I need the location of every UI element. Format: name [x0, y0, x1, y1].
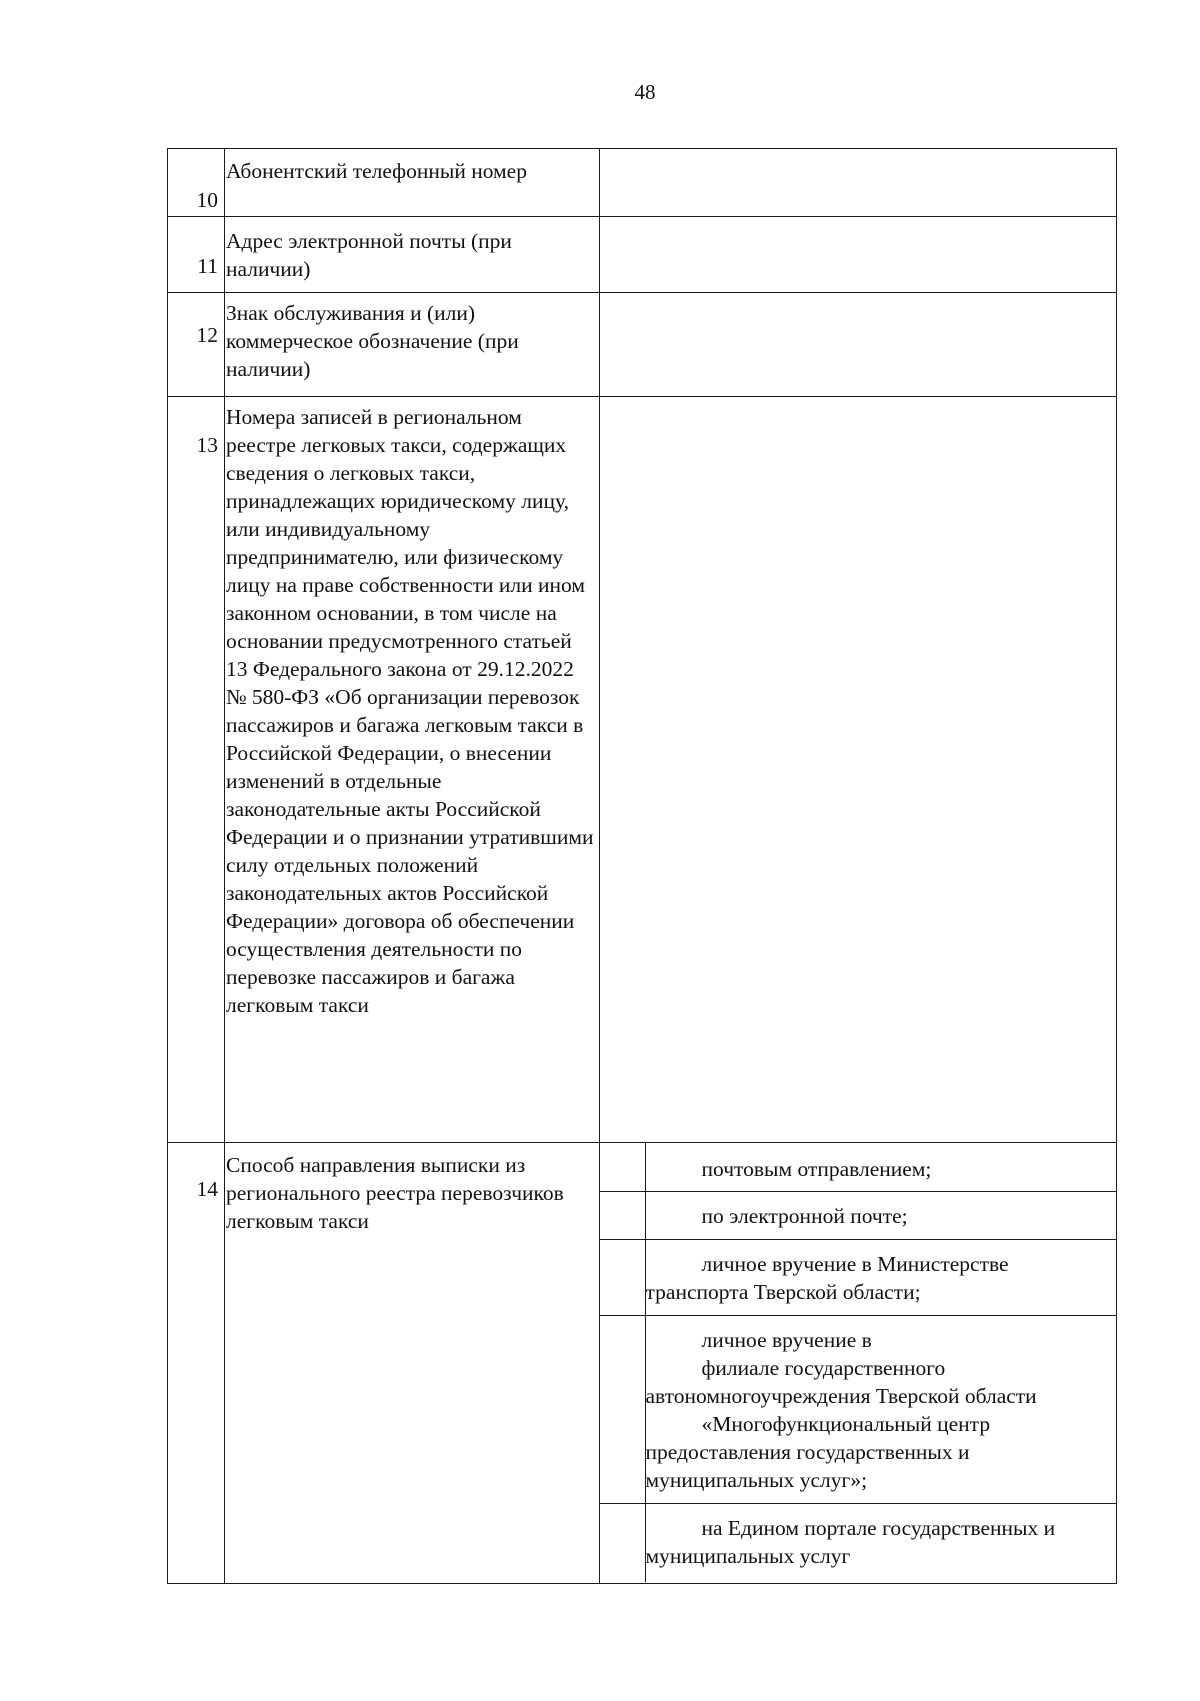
delivery-options-cell — [600, 1143, 1117, 1584]
delivery-option-checkbox[interactable] — [600, 1143, 645, 1191]
form-row-13 — [168, 397, 1117, 1143]
row-number: 12 — [168, 293, 225, 397]
row-label-email: Адрес электронной почты (при наличии) — [225, 217, 600, 293]
row-label-trademark: Знак обслуживания и (или) коммерческое обозначение (при наличии) — [225, 293, 600, 397]
delivery-option-post — [600, 1143, 1116, 1191]
form-row-14 — [168, 1143, 1117, 1584]
form-row-12 — [168, 293, 1117, 397]
row-number: 14 — [168, 1143, 225, 1584]
delivery-option-checkbox[interactable] — [600, 1191, 645, 1239]
row-number: 11 — [168, 217, 225, 293]
delivery-option-gosuslugi — [600, 1503, 1116, 1582]
page-number: 48 — [634, 80, 656, 104]
delivery-option-ministry — [600, 1239, 1116, 1315]
delivery-option-checkbox[interactable] — [600, 1503, 645, 1582]
row-label-delivery-method: Способ направления выписки из регионального реестра перевозчиков легковым такси — [225, 1143, 600, 1584]
delivery-option-checkbox[interactable] — [600, 1315, 645, 1503]
delivery-option-checkbox[interactable] — [600, 1239, 645, 1315]
email-value-field[interactable] — [600, 217, 1117, 293]
row-number: 10 — [168, 149, 225, 217]
delivery-option-label: личное вручение в филиале государственного автономногоучреждения Тверской области «Многофункциональный центр предоставления государственных и муниципальных услуг»; — [645, 1315, 1116, 1503]
delivery-option-label: по электронной почте; — [645, 1191, 1116, 1239]
delivery-option-email — [600, 1191, 1116, 1239]
application-form-table — [167, 148, 1117, 1584]
phone-value-field[interactable] — [600, 149, 1117, 217]
delivery-options-table — [600, 1143, 1116, 1582]
form-row-11 — [168, 217, 1117, 293]
delivery-option-label: личное вручение в Министерстве транспорта Тверской области; — [645, 1239, 1116, 1315]
trademark-value-field[interactable] — [600, 293, 1117, 397]
delivery-option-label: почтовым отправлением; — [645, 1143, 1116, 1191]
form-row-10 — [168, 149, 1117, 217]
row-label-phone: Абонентский телефонный номер — [225, 149, 600, 217]
delivery-option-mfc — [600, 1315, 1116, 1503]
delivery-option-label: на Едином портале государственных и муниципальных услуг — [645, 1503, 1116, 1582]
row-number: 13 — [168, 397, 225, 1143]
row-label-registry-records: Номера записей в региональном реестре легковых такси, содержащих сведения о легковых такси, принадлежащих юридическому лицу, или индивидуальному предпринимателю, или физическому лицу на праве собственности или ином законном основании, в том числе на основании предусмотренного статьей 13 Федерального закона от 29.12.2022 № 580-ФЗ «Об организации перевозок пассажиров и багажа легковым такси в Российской Федерации, о внесении изменений в отдельные законодательные акты Российской Федерации и о признании утратившими силу отдельных положений законодательных актов Российской Федерации» договора об обеспечении осуществления деятельности по перевозке пассажиров и багажа легковым такси — [225, 397, 600, 1143]
registry-records-value-field[interactable] — [600, 397, 1117, 1143]
